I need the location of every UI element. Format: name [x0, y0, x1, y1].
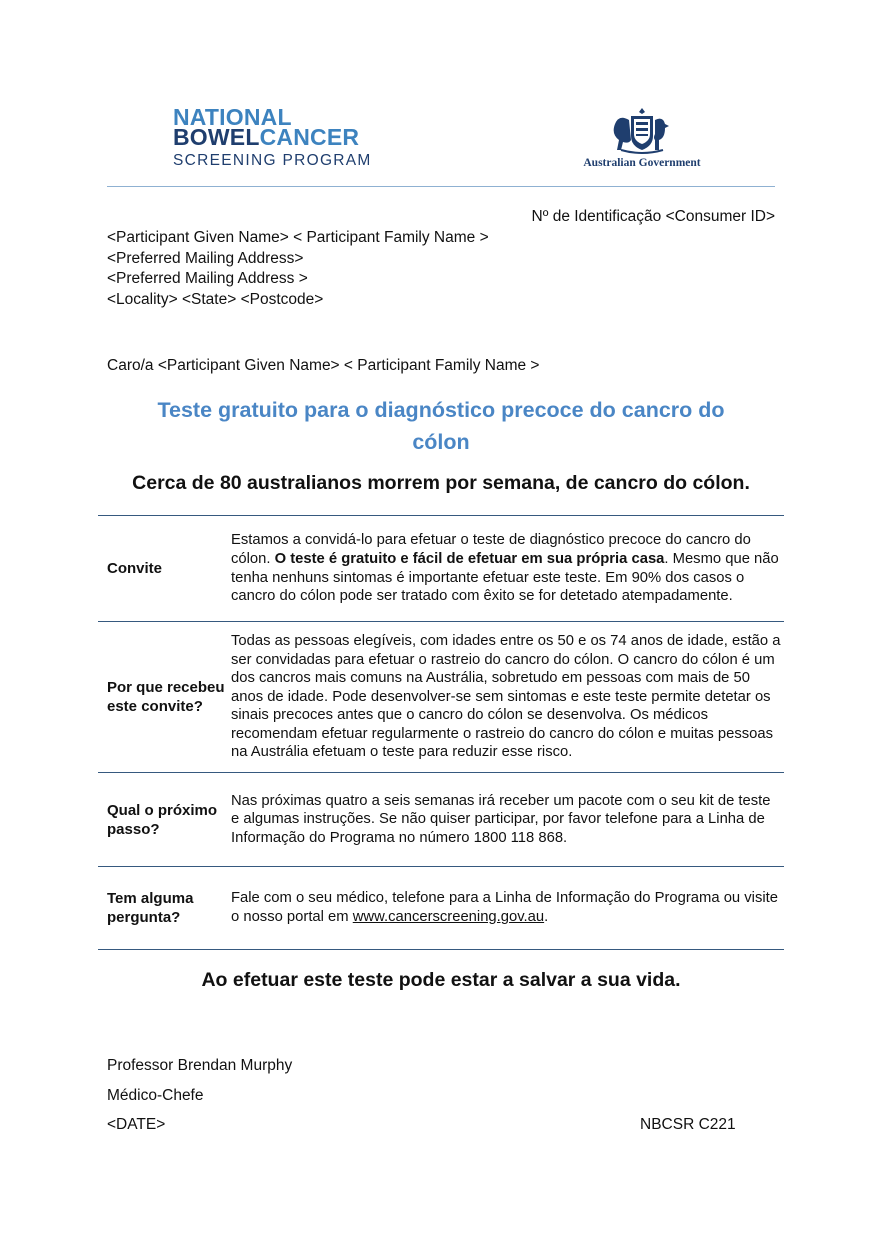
row-label: Por que recebeu este convite?: [107, 679, 225, 715]
info-row-next-step: [98, 772, 784, 866]
coat-of-arms-icon: [607, 106, 677, 156]
signatory-role: Médico-Chefe: [107, 1087, 204, 1104]
address-line: <Locality> <State> <Postcode>: [107, 290, 324, 308]
consumer-id: Nº de Identificação <Consumer ID>: [531, 208, 775, 225]
info-row-questions: [98, 866, 784, 950]
signatory-name: Professor Brendan Murphy: [107, 1057, 293, 1074]
letter-title-line-2: cólon: [412, 430, 470, 454]
row-text: Nas próximas quatro a seis semanas irá receber um pacote com o seu kit de teste e algumas instruções. Se não quiser participar, por favor telefone para a Linha de Informação do Programa no número 1800 118 868.: [231, 792, 771, 846]
logo-line-screening: SCREENING PROGRAM: [173, 152, 372, 169]
address-line: <Participant Given Name> < Participant Family Name >: [107, 229, 489, 246]
salutation: Caro/a <Participant Given Name> < Participant Family Name >: [107, 357, 540, 374]
logo-word-bowel: BOWEL: [173, 124, 260, 150]
website-link[interactable]: www.cancerscreening.gov.au: [352, 909, 545, 925]
row-label: Tem alguma pergunta?: [107, 890, 194, 926]
row-label: Qual o próximo passo?: [107, 801, 218, 838]
government-name: Australian Government: [583, 157, 701, 169]
letter-title: [107, 394, 775, 458]
letter-title-line-1: Teste gratuito para o diagnóstico precoce do cancro do: [157, 398, 725, 422]
logo-line-bowel-cancer: [173, 124, 372, 150]
program-logo: [173, 104, 372, 170]
letter-date: <DATE>: [107, 1116, 166, 1133]
logo-line-national: NATIONAL: [173, 104, 292, 130]
mailing-address-block: [107, 228, 489, 310]
row-text-part: Estamos a convidá-lo para efetuar o teste de diagnóstico precoce do cancro do cólon.: [231, 532, 751, 567]
address-line: <Preferred Mailing Address>: [107, 249, 304, 267]
row-text-part: . Mesmo que não tenha nenhuns sintomas é importante efetuar este teste. Em 90% dos casos o cancro do cólon pode ser tratado com êxito se for detetado atempadamente.: [231, 550, 779, 605]
document-code: NBCSR C221: [640, 1116, 736, 1133]
closing-statement: Ao efetuar este teste pode estar a salvar a sua vida.: [201, 969, 681, 991]
row-text: [231, 889, 781, 926]
info-row-invitation: [98, 515, 784, 621]
row-text: Todas as pessoas elegíveis, com idades entre os 50 e os 74 anos de idade, estão a ser convidadas para efetuar o rastreio do cancro do cólon. O cancro do cólon é um dos cancros mais comuns na Austrália, sobretudo em pessoas com mais de 50 anos de idade. Pode desenvolver-se sem sintomas e este teste permite detetar os sinais precoces antes que o cancro do cólon se desenvolva. Os médicos recomendam efetuar regularmente o rastreio do cancro do cólon e muitas pessoas na Austrália efetuam o teste para reduzir esse risco.: [231, 632, 781, 761]
info-row-why: [98, 621, 784, 772]
info-table: [98, 515, 784, 950]
letter-subtitle: Cerca de 80 australianos morrem por semana, de cancro do cólon.: [132, 472, 750, 494]
address-line: <Preferred Mailing Address >: [107, 270, 308, 287]
row-label: Convite: [107, 560, 163, 577]
row-text-part: .: [544, 909, 549, 925]
logo-word-cancer: CANCER: [259, 124, 360, 150]
australian-government-logo: [572, 106, 712, 169]
row-text-emphasis: O teste é gratuito e fácil de efetuar em sua própria casa: [274, 550, 665, 567]
row-text: [231, 531, 781, 605]
row-text-part: Fale com o seu médico, telefone para a Linha de Informação do Programa ou visite o nosso portal em: [231, 890, 778, 925]
header-divider: [107, 186, 775, 187]
